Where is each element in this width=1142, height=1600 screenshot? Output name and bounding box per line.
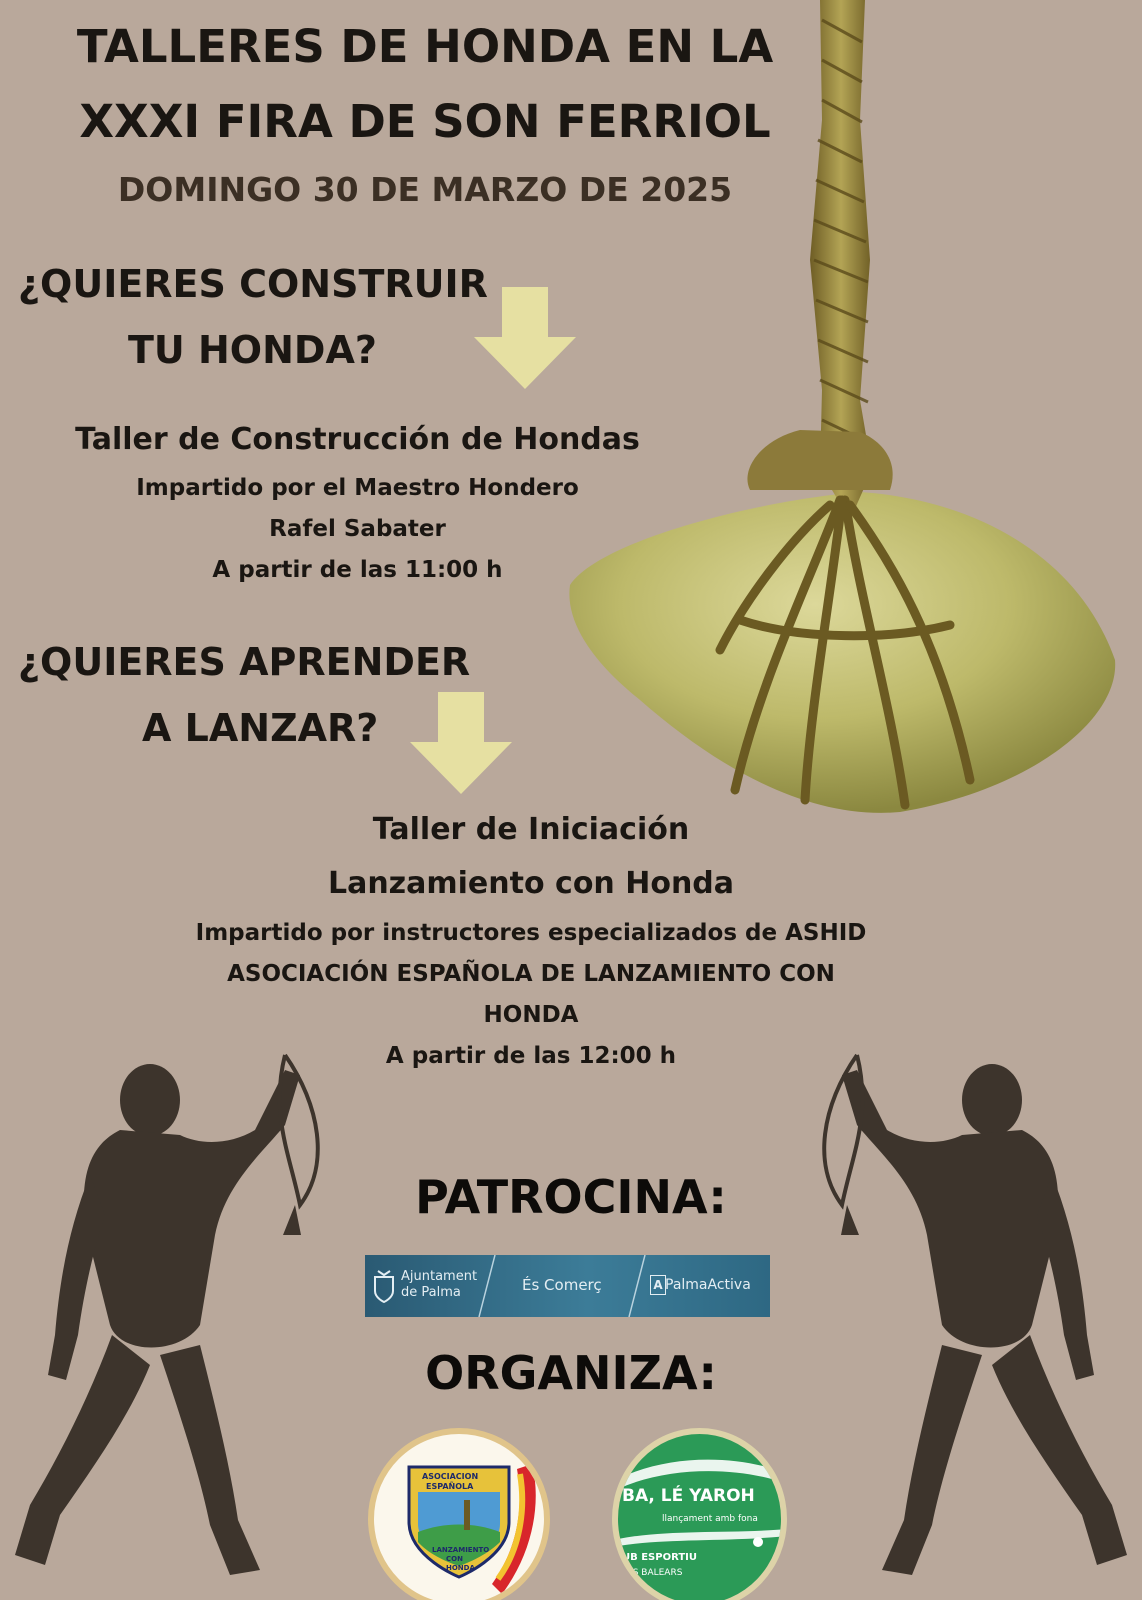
workshop-2-association-line-2: HONDA	[483, 1002, 579, 1028]
logo2-line-1: UB ESPORTIU	[622, 1552, 697, 1563]
logo1-line-3: LANZAMIENTO	[432, 1546, 490, 1554]
palma-activa-label: PalmaActiva	[665, 1277, 751, 1293]
workshop-1-instructor-name: Rafel Sabater	[269, 516, 446, 542]
es-comerc-label: És Comerç	[522, 1276, 602, 1294]
question-1-line-2: TU HONDA?	[128, 328, 377, 372]
title-line-2: XXXI FIRA DE SON FERRIOL	[79, 95, 771, 148]
down-arrow-icon	[410, 692, 512, 794]
palma-activa-badge-icon: A	[650, 1275, 666, 1295]
divider-icon	[627, 1255, 647, 1317]
workshop-1-time: A partir de las 11:00 h	[212, 557, 503, 583]
slinger-statue-left	[0, 1035, 340, 1600]
club-logo	[612, 1428, 787, 1600]
organizer-heading: ORGANIZA:	[425, 1346, 717, 1400]
sponsor-banner	[365, 1255, 770, 1317]
sponsor-heading: PATROCINA:	[415, 1170, 727, 1224]
logo1-line-5: HONDA	[446, 1564, 475, 1572]
divider-icon	[477, 1255, 497, 1317]
logo1-line-4: CON	[446, 1555, 463, 1563]
ashid-logo	[368, 1428, 550, 1600]
logo2-subtitle: llançament amb fona	[662, 1514, 758, 1524]
logo1-line-1: ASOCIACION	[422, 1472, 479, 1481]
question-1-line-1: ¿QUIERES CONSTRUIR	[18, 262, 488, 306]
workshop-1-title: Taller de Construcción de Hondas	[75, 422, 640, 457]
workshop-1-instructor-label: Impartido por el Maestro Hondero	[136, 475, 579, 501]
workshop-2-time: A partir de las 12:00 h	[385, 1043, 677, 1069]
logo2-line-2: LES BALEARS	[622, 1568, 683, 1578]
workshop-2-title-line-2: Lanzamiento con Honda	[327, 866, 735, 901]
question-2-line-2: A LANZAR?	[142, 706, 379, 750]
event-date: DOMINGO 30 DE MARZO DE 2025	[117, 170, 733, 209]
workshop-2-title-line-1: Taller de Iniciación	[372, 812, 690, 847]
workshop-2-instructors: Impartido por instructores especializados de ASHID	[195, 920, 867, 946]
ajuntament-line-2: de Palma	[401, 1285, 461, 1300]
down-arrow-icon	[474, 287, 576, 389]
slinger-statue-right	[802, 1035, 1142, 1600]
logo2-title: BA, LÉ YAROH	[622, 1486, 755, 1506]
workshop-2-association-line-1: ASOCIACIÓN ESPAÑOLA DE LANZAMIENTO CON	[227, 961, 835, 987]
logo1-line-2: ESPAÑOLA	[426, 1482, 474, 1491]
spanish-flag-stripe-icon	[492, 1464, 542, 1594]
title-line-1: TALLERES DE HONDA EN LA	[76, 20, 774, 73]
ajuntament-line-1: Ajuntament	[401, 1269, 478, 1284]
ajuntament-crest-icon	[373, 1269, 395, 1303]
question-2-line-1: ¿QUIERES APRENDER	[18, 640, 471, 684]
